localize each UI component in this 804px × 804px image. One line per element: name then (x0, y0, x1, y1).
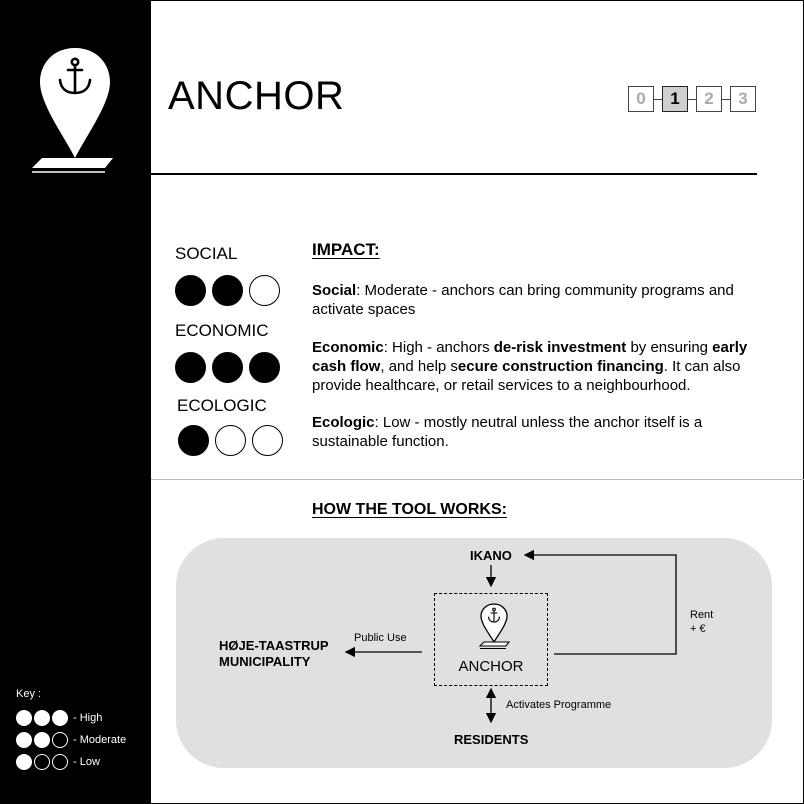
impact-text-bold: early cash flow (312, 339, 748, 375)
anchor-map-pin-icon (477, 602, 511, 650)
step-1[interactable]: 1 (662, 86, 688, 112)
impact-text: . It can also provide healthcare, or retail services to a neighbourhood. (312, 358, 741, 394)
step-0[interactable]: 0 (628, 86, 654, 112)
municipality-label-line1: HØJE-TAASTRUP (219, 638, 329, 653)
page-title: ANCHOR (168, 74, 345, 118)
ikano-label: IKANO (470, 548, 512, 563)
residents-label: RESIDENTS (454, 732, 529, 747)
impact-text-bold: ecure construction financing (457, 358, 664, 375)
how-heading: HOW THE TOOL WORKS: (312, 501, 507, 518)
rating-label-economic: ECONOMIC (175, 321, 269, 340)
key-label: - Low (73, 756, 100, 768)
step-2[interactable]: 2 (696, 86, 722, 112)
municipality-label-line2: MUNICIPALITY (219, 654, 311, 669)
rating-label-ecologic: ECOLOGIC (177, 396, 267, 415)
key-title: Key : (16, 688, 42, 700)
impact-text: : High - anchors (383, 339, 494, 356)
anchor-node (434, 593, 548, 686)
impact-text-bold: de-risk investment (493, 339, 627, 356)
step-3[interactable]: 3 (730, 86, 756, 112)
rating-label-social: SOCIAL (175, 244, 238, 263)
impact-text: by ensuring (626, 339, 713, 356)
anchor-node-label: ANCHOR (458, 658, 524, 675)
impact-text: , and help s (380, 358, 458, 375)
public-use-label: Public Use (354, 632, 407, 644)
impact-text-bold: Social (312, 282, 357, 299)
impact-text: : Moderate - anchors can bring community programs and activate spaces (312, 282, 734, 318)
rent-label-line1: Rent (690, 609, 714, 621)
impact-text: : Low - mostly neutral unless the anchor itself is a sustainable function. (312, 414, 703, 450)
rent-label-line2: + € (690, 623, 706, 635)
impact-text-bold: Ecologic (312, 414, 375, 431)
impact-text-bold: Economic (312, 339, 384, 356)
impact-heading: IMPACT: (312, 240, 380, 259)
key-label: - Moderate (73, 734, 127, 746)
key-label: - High (73, 712, 103, 724)
activates-programme-label: Activates Programme (506, 699, 612, 711)
